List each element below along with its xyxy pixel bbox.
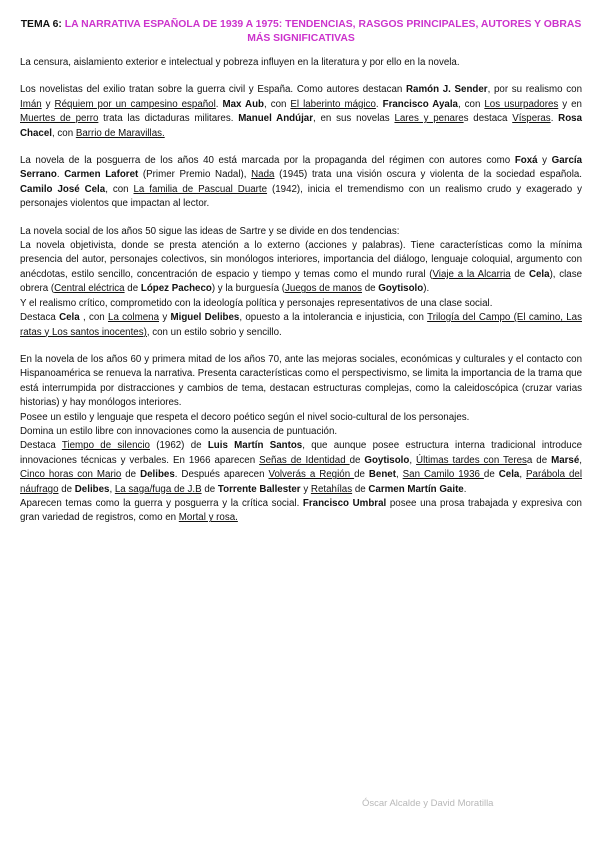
author: López Pacheco xyxy=(140,283,212,295)
work-title: Cinco horas con Mario xyxy=(20,469,122,481)
text-run: de xyxy=(121,469,141,481)
text-run: ). xyxy=(423,283,430,295)
work-title: San Camilo 1936 xyxy=(402,469,484,481)
paragraph-sixties xyxy=(20,353,582,411)
author: Max Aub xyxy=(222,98,265,110)
text-run: Y el realismo crítico, comprometido con la ideología política y personajes representativos de una clase social. xyxy=(20,297,493,309)
work-title: Trilogía del Campo (El camino, Las ratas y Los santos inocentes), xyxy=(20,312,582,338)
text-run: , con xyxy=(79,312,109,324)
text-run: Aparecen temas como la guerra y posguerra y la crítica social. xyxy=(20,497,303,509)
text-run: , con xyxy=(457,98,485,110)
author: Camilo José Cela xyxy=(20,183,106,195)
text-run: , con xyxy=(105,183,134,195)
paragraph-objectivist xyxy=(20,239,582,297)
text-run: de xyxy=(510,268,529,280)
topic-label: TEMA 6: xyxy=(20,19,65,30)
author: Cela xyxy=(498,469,520,481)
text-run: . Después aparecen xyxy=(174,469,269,481)
author: Francisco Ayala xyxy=(382,98,458,110)
text-run: y xyxy=(159,312,171,324)
text-run: y en xyxy=(558,98,582,110)
author: Goytisolo xyxy=(378,283,424,295)
author: Foxá xyxy=(514,155,538,167)
text-run: (1962) de xyxy=(149,440,208,452)
text-run: , xyxy=(579,454,582,466)
text-run: La censura, aislamiento exterior e intelectual y pobreza influyen en la literatura y por ello en la novela. xyxy=(20,57,460,68)
paragraph-works-list xyxy=(20,439,582,497)
work-title: Muertes de perro xyxy=(20,113,99,125)
author: Miguel Delibes xyxy=(170,312,240,324)
work-title: La familia de Pascual Duarte xyxy=(133,183,268,195)
author: Carmen Martín Gaite xyxy=(368,483,464,495)
text-run: Posee un estilo y lenguaje que respeta el decoro poético según el nivel socio-cultural de los personajes. xyxy=(20,411,470,423)
text-run: , xyxy=(395,469,403,481)
text-run: (Primer Premio Nadal), xyxy=(138,169,252,181)
work-title: La saga/fuga de J.B xyxy=(114,483,202,495)
text-run: de xyxy=(483,469,499,481)
work-title: Réquiem por un campesino español xyxy=(54,98,216,110)
page-title xyxy=(20,18,582,46)
work-title: Retahílas xyxy=(310,483,353,495)
work-title: Últimas tardes con Teres xyxy=(416,454,527,466)
text-run: , que aunque posee estructura interna tradicional introduce innovaciones técnicas y verbales. En 1966 aparecen xyxy=(20,440,582,466)
paragraph-exile xyxy=(20,83,582,141)
text-run: y xyxy=(41,98,55,110)
text-run: de xyxy=(58,483,75,495)
text-run: de xyxy=(354,469,369,481)
paragraph-censorship xyxy=(20,56,582,70)
text-run: , xyxy=(519,469,527,481)
text-run: , opuesto a la intolerancia e injusticia, con xyxy=(239,312,428,324)
text-run: con un estilo sobrio y sencillo. xyxy=(149,326,282,338)
document-page xyxy=(20,18,582,526)
text-run: , xyxy=(409,454,417,466)
text-run: La novela social de los años 50 sigue las ideas de Sartre y se divide en dos tendencias: xyxy=(20,225,400,237)
author: Torrente Ballester xyxy=(217,483,301,495)
author: Carmen Laforet xyxy=(64,169,139,181)
paragraph-umbral xyxy=(20,497,582,526)
work-title: Lares y penare xyxy=(394,113,464,125)
work-title: Juegos de manos xyxy=(285,283,362,295)
author: Benet xyxy=(368,469,396,481)
work-title: Parábola del náufrago xyxy=(20,469,583,495)
text-run: . xyxy=(463,483,467,495)
paragraph-free-style xyxy=(20,425,582,439)
text-run: posee una prosa trabajada y expresiva con gran variedad de registros, como en xyxy=(20,497,582,524)
paragraph-critical-realism xyxy=(20,297,582,311)
author: Francisco Umbral xyxy=(302,497,387,509)
footer-credit: Óscar Alcalde y David Moratilla xyxy=(362,798,494,809)
text-run: , por su realismo con xyxy=(487,84,582,96)
work-title: Viaje a la Alcarria xyxy=(432,268,511,280)
text-run: Destaca xyxy=(20,312,60,324)
author: Rosa Chacel xyxy=(20,113,583,139)
text-run: Domina un estilo libre con innovaciones como la ausencia de puntuación. xyxy=(20,425,338,437)
paragraph-postwar xyxy=(20,154,582,212)
work-title: La colmena xyxy=(108,312,160,324)
text-run: de xyxy=(361,283,379,295)
text-run: ), clase obrera ( xyxy=(20,268,582,295)
work-title: Central eléctrica xyxy=(54,283,125,295)
work-title: Nada xyxy=(251,169,275,181)
author: Cela xyxy=(59,312,80,324)
author: Marsé xyxy=(551,454,580,466)
paragraph-cela-delibes xyxy=(20,311,582,340)
work-title: Vísperas xyxy=(512,113,551,125)
text-run: . xyxy=(56,169,65,181)
work-title: Barrio de Maravillas. xyxy=(75,127,165,139)
work-title: Tiempo de silencio xyxy=(61,440,150,452)
work-title: Mortal y rosa. xyxy=(178,512,238,524)
text-run: s destaca xyxy=(463,113,513,125)
author: Ramón J. Sender xyxy=(405,84,488,96)
text-run: de xyxy=(201,483,218,495)
author: Manuel Andújar xyxy=(238,113,314,125)
text-run: , con xyxy=(264,98,291,110)
text-run: , con xyxy=(51,127,76,139)
text-run: y xyxy=(537,155,552,167)
work-title: Imán xyxy=(20,98,42,110)
text-run: de xyxy=(349,454,365,466)
text-run: , xyxy=(109,483,115,495)
text-run: . xyxy=(550,113,559,125)
text-run: (1945) trata una visión oscura y violenta de la sociedad española. xyxy=(274,169,583,181)
text-run: a de xyxy=(526,454,552,466)
work-title: Los usurpadores xyxy=(484,98,559,110)
text-run: trata las dictaduras militares. xyxy=(98,113,239,125)
text-run: La novela de la posguerra de los años 40 está marcada por la propaganda del régimen con autores como xyxy=(20,155,515,167)
text-run: Los novelistas del exilio tratan sobre la guerra civil y España. Como autores destacan xyxy=(20,84,406,96)
text-run: . xyxy=(215,98,223,110)
paragraph-style xyxy=(20,411,582,425)
text-run: (1942), inicia el tremendismo con un realismo crudo y exagerado y personajes violentos que impactan al lector. xyxy=(20,183,582,210)
work-title: El laberinto mágico xyxy=(290,98,376,110)
author: Cela xyxy=(528,268,550,280)
text-run: En la novela de los años 60 y primera mitad de los años 70, ante las mejoras sociales, económicas y culturales y el contacto con Hispanoamérica se renueva la narrativa. Presenta características como el perspectivismo, se limita la importancia de la trama que está interrumpida por distracciones y cambios de tema, destacan estructuras complejas, como la caleidoscópica (cruzar varias historias) y hay monólogos interiores. xyxy=(20,353,582,409)
text-run: de xyxy=(352,483,369,495)
text-run: Destaca xyxy=(20,440,62,452)
author: Goytisolo xyxy=(364,454,410,466)
author: Delibes xyxy=(74,483,110,495)
text-run: ) y la burguesía ( xyxy=(211,283,286,295)
author: García Serrano xyxy=(20,155,582,181)
text-run: y xyxy=(300,483,311,495)
author: Delibes xyxy=(140,469,175,481)
author: Luis Martín Santos xyxy=(207,440,303,452)
text-run: de xyxy=(124,283,141,295)
work-title: Señas de Identidad xyxy=(259,454,350,466)
paragraph-social-novel xyxy=(20,225,582,239)
work-title: Volverás a Región xyxy=(268,469,355,481)
text-run: La novela objetivista, donde se presta atención a lo externo (acciones y palabras). Tiene características como la mínima presencia del autor, personajes colectivos, sin monólogos interiores, importancia del diálogo, lenguaje coloquial, argumento con anécdotas, estilo sencillo, concentración de espacio y tiempo y temas como el mundo rural ( xyxy=(20,240,582,280)
text-run: , en sus novelas xyxy=(313,113,395,125)
topic-title: LA NARRATIVA ESPAÑOLA DE 1939 A 1975: TENDENCIAS, RASGOS PRINCIPALES, AUTORES Y OBRAS MÁS SIGNIFICATIVAS xyxy=(64,19,582,44)
text-run: . xyxy=(375,98,383,110)
